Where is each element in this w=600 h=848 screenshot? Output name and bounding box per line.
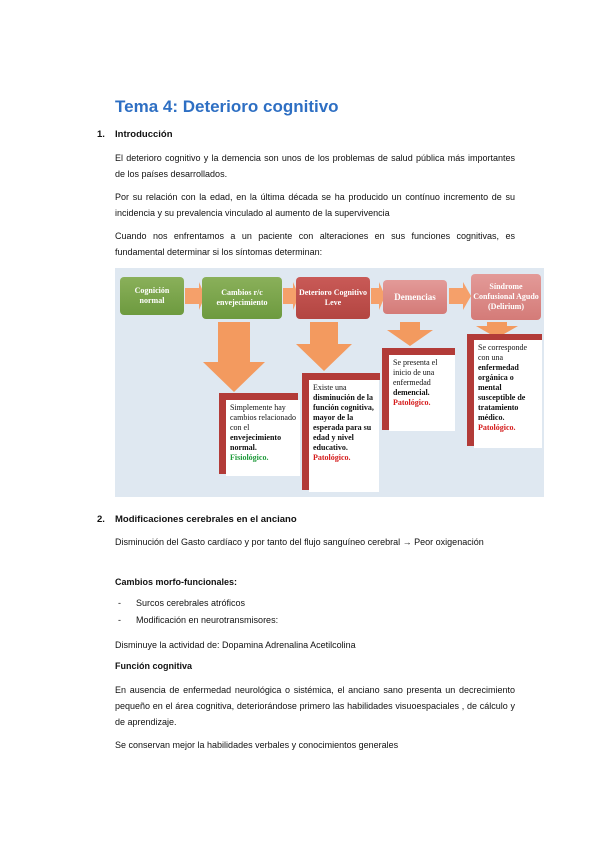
tag-patologico: Patológico. <box>393 398 431 407</box>
cognition-diagram <box>115 268 544 497</box>
note-text: Simplemente hay cambios relacionado con el <box>230 403 296 432</box>
note-text: Se corresponde con una <box>478 343 528 362</box>
note-bold-text: envejecimiento normal. <box>230 433 282 452</box>
note-text: Existe una <box>313 383 347 392</box>
note-text: Se presenta el inicio de una enfermedad <box>393 358 438 387</box>
note-fisiologico <box>226 400 300 476</box>
note-bold-text: disminución de la función cognitiva, mayor de la esperada para su edad y nivel educativo. <box>313 393 374 452</box>
paragraph: El deterioro cognitivo y la demencia son unos de los problemas de salud pública más importantes de los países desarrollados. <box>115 153 515 179</box>
bullet-dash: - <box>118 615 121 625</box>
section-2-heading: Modificaciones cerebrales en el anciano <box>115 514 297 525</box>
tag-patologico: Patológico. <box>313 453 351 462</box>
paragraph: Cuando nos enfrentamos a un paciente con alteraciones en sus funciones cognitivas, es fundamental determinar si los síntomas determinan: <box>115 231 515 257</box>
bullet-item: Surcos cerebrales atróficos <box>136 598 246 608</box>
paragraph: En ausencia de enfermedad neurológica o sistémica, el anciano sano presenta un decrecimiento pequeño en el área cognitiva, deteriorándose primero las habilidades visuoespaciales , de cálculo y de aprendizaje. <box>115 685 515 727</box>
section-1-heading: Introducción <box>115 129 173 140</box>
box-cognicion-normal: Cognición normal <box>120 277 184 315</box>
bullet-dash: - <box>118 598 121 608</box>
paragraph: Se conservan mejor la habilidades verbales y conocimientos generales <box>115 740 399 750</box>
box-deterioro-cognitivo-leve: Deterioro Cognitivo Leve <box>296 277 370 319</box>
arrow-down-icon <box>387 322 433 346</box>
subheading: Cambios morfo-funcionales: <box>115 577 238 587</box>
tag-patologico: Patológico. <box>478 423 516 432</box>
section-1-number: 1. <box>97 129 105 140</box>
note-deterioro-leve <box>309 380 379 492</box>
box-demencias: Demencias <box>383 280 447 314</box>
section-2-number: 2. <box>97 514 105 525</box>
arrow-down-icon <box>296 322 352 371</box>
paragraph: Por su relación con la edad, en la última década se ha producido un contínuo incremento de su incidencia y su prevalencia vinculado al aumento de la supervivencia <box>115 192 515 218</box>
subheading: Función cognitiva <box>115 661 193 671</box>
note-bold-text: demencial. <box>393 388 430 397</box>
tag-fisiologico: Fisiológico. <box>230 453 269 462</box>
paragraph: Disminuye la actividad de: Dopamina Adrenalina Acetilcolina <box>115 640 356 650</box>
note-delirium <box>474 340 542 448</box>
note-demencias <box>389 355 455 431</box>
box-cambios-envejecimiento: Cambios r/c envejecimiento <box>202 277 282 319</box>
box-sindrome-confusional: Síndrome Confusional Agudo (Delirium) <box>471 274 541 320</box>
bullet-item: Modificación en neurotransmisores: <box>136 615 279 625</box>
arrow-right-icon <box>449 282 471 310</box>
note-bold-text: enfermedad orgánica o mental susceptible de tratamiento médico. <box>478 363 526 422</box>
paragraph: Disminución del Gasto cardíaco y por tanto del flujo sanguíneo cerebral → Peor oxigenación <box>115 537 484 547</box>
arrow-down-icon <box>203 322 265 392</box>
page-title: Tema 4: Deterioro cognitivo <box>115 97 339 116</box>
